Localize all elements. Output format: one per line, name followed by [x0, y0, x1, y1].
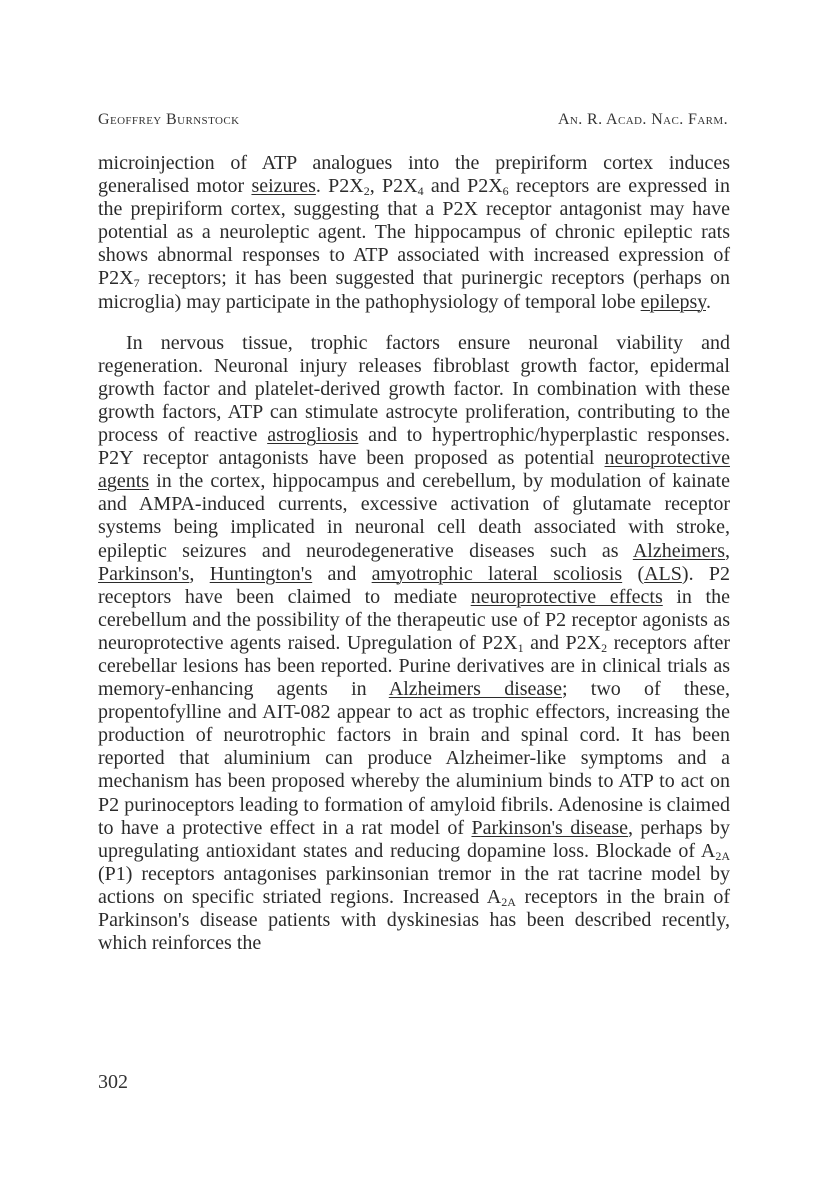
text-run: , [725, 539, 730, 562]
link-alzheimers[interactable]: Alzheimers [632, 539, 725, 562]
text-run: and P2X [423, 175, 503, 198]
link-alzheimers-disease[interactable]: Alzheimers disease [388, 678, 562, 701]
subscript: 2A [501, 894, 516, 909]
link-epilepsy[interactable]: epilepsy [640, 290, 706, 313]
article-body [98, 152, 730, 955]
link-astrogliosis[interactable]: astrogliosis [267, 424, 359, 447]
subscript: 2A [715, 848, 730, 863]
link-parkinsons[interactable]: Parkinson's [98, 562, 190, 585]
text-run: ). P2 receptors have been claimed to mediate [98, 562, 730, 608]
text-run: , [189, 562, 210, 585]
running-head-author: Geoffrey Burnstock [98, 111, 240, 128]
text-run: In nervous tissue, trophic factors ensure neuronal viability and regeneration. Neuronal injury releases fibroblast growth factor, epidermal growth factor and platelet-derived growth factor. In combination with these growth factors, ATP can stimulate astrocyte proliferation, contributing to the process of reactive [98, 331, 730, 447]
running-head-journal: An. R. Acad. Nac. Farm. [557, 111, 728, 128]
text-run: and P2X [523, 631, 602, 654]
text-run: ( [622, 562, 645, 585]
link-huntingtons[interactable]: Huntington's [209, 562, 313, 585]
text-run: receptors after cerebellar lesions has been reported. Purine derivatives are in clinical trials as memory-enhancing agents in [98, 631, 730, 701]
text-run: in the cortex, hippocampus and cerebellum, by modulation of kainate and AMPA-induced currents, excessive activation of glutamate receptor systems being implicated in neuronal cell death associated with stroke, epileptic seizures and neurodegenerative diseases such as [98, 470, 730, 562]
text-run: , perhaps by upregulating antioxidant states and reducing dopamine loss. Blockade of A [98, 816, 730, 862]
link-parkinsons-disease[interactable]: Parkinson's disease [471, 816, 628, 839]
link-neuroprotective-agents[interactable]: neuroprotective agents [98, 447, 730, 493]
text-run: receptors; it has been suggested that purinergic receptors (perhaps on microglia) may participate in the pathophysiology of temporal lobe [98, 267, 730, 313]
text-run: receptors in the brain of Parkinson's disease patients with dyskinesias has been described recently, which reinforces the [98, 885, 730, 955]
subscript: 6 [502, 184, 509, 199]
text-run: , P2X [369, 175, 418, 198]
text-run: in the cerebellum and the possibility of the therapeutic use of P2 receptor agonists as neuroprotective agents raised. Upregulation of P2X [98, 585, 730, 654]
text-run: . [706, 290, 711, 313]
subscript: 2 [363, 184, 370, 199]
subscript: 7 [133, 276, 140, 291]
text-run: . P2X [315, 175, 364, 198]
subscript: 4 [417, 184, 424, 199]
text-run: ; two of these, propentofylline and AIT-082 appear to act as trophic effectors, increasing the production of neurotrophic factors in brain and spinal cord. It has been reported that aluminium can produce Alzheimer-like symptoms and a mechanism has been proposed whereby the aluminium binds to ATP to act on P2 purinoceptors leading to formation of amyloid fibrils. Adenosine is claimed to have a protective effect in a rat model of [98, 678, 731, 839]
running-head [98, 111, 728, 133]
subscript: 2 [601, 640, 608, 655]
paragraph-2 [98, 332, 730, 956]
subscript: 1 [517, 640, 524, 655]
text-run: and to hypertrophic/hyperplastic responses. P2Y receptor antagonists have been proposed as potential [98, 424, 731, 470]
text-run: receptors are expressed in the prepiriform cortex, suggesting that a P2X receptor antagonist may have potential as a neuroleptic agent. The hippocampus of chronic epileptic rats shows abnormal responses to ATP associated with increased expression of P2X [98, 175, 730, 290]
page-number: 302 [98, 1071, 128, 1093]
link-als[interactable]: ALS [644, 562, 682, 585]
paragraph-1 [98, 152, 730, 314]
text-run: microinjection of ATP analogues into the prepiriform cortex induces generalised motor [98, 152, 730, 198]
text-run: (P1) receptors antagonises parkinsonian tremor in the rat tacrine model by actions on specific striated regions. Increased A [98, 862, 730, 908]
link-neuroprotective-effects[interactable]: neuroprotective effects [470, 585, 663, 608]
link-amyotrophic-lateral-scoliosis[interactable]: amyotrophic lateral scoliosis [371, 562, 623, 585]
text-run: and [312, 562, 372, 585]
link-seizures[interactable]: seizures [251, 175, 316, 198]
